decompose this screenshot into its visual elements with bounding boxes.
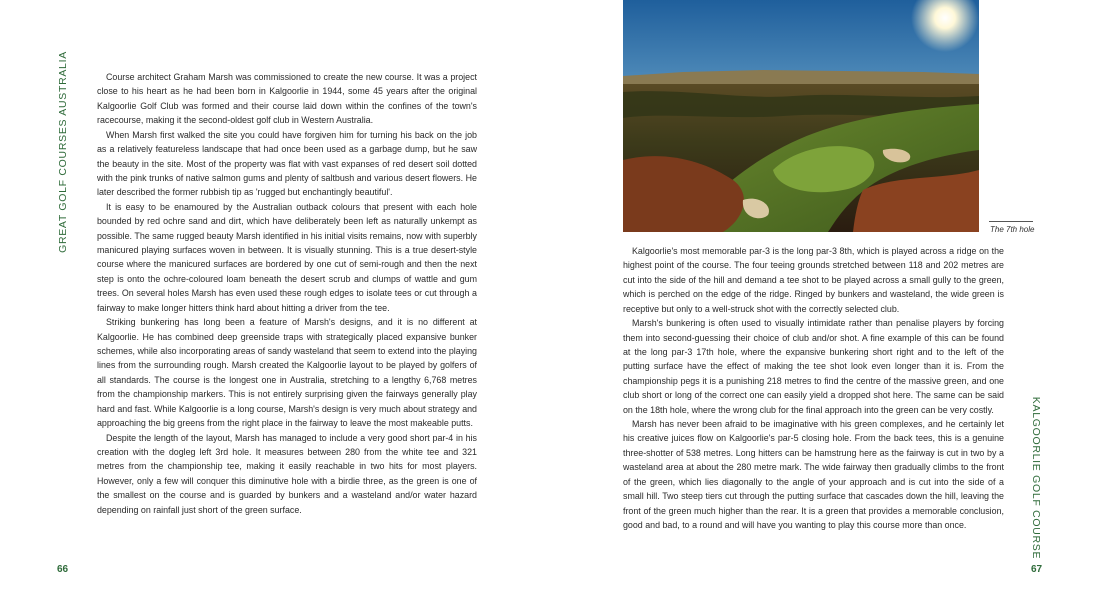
running-head-right-text: KALGOORLIE GOLF COURSE (1030, 396, 1042, 560)
running-head-right (1029, 396, 1043, 560)
body-paragraph: Despite the length of the layout, Marsh has managed to include a very good short par-4 in his creation with the dogleg left 3rd hole. It measures between 280 from the white tee and 321 metres from the championship tee, making it easily reachable in two hits for most players. However, only a few will conquer this diminutive hole with a birdie three, as the green is one of the smallest on the course and is guarded by bunkers and a wasteland and/or water hazard depending on rainfall just short of the green surface. (97, 432, 477, 515)
body-paragraph: Striking bunkering has long been a feature of Marsh's designs, and it is no different at Kalgoorlie. He has combined deep greenside traps with strategically placed expansive bunker schemes, while also incorporating areas of sandy wasteland that seem to extend into the playing lines from the surrounding rough. Marsh created the Kalgoorlie layout to be played by golfers of all standards. The course is the longest one in Australia, stretching to a lengthy 6,768 metres from the championship markers. This is not entirely surprising given the fairways generally play hard and fast. While Kalgoorlie is a long course, Marsh's design is very much about strategy and approaching the big greens from the right place in the fairway to leave the most makeable putts. (97, 317, 477, 429)
body-paragraph: Kalgoorlie's most memorable par-3 is the long par-3 8th, which is played across a ridge on the highest point of the course. The four teeing grounds stretched between 118 and 202 metres are cut into the side of the hill and demand a tee shot to be played across a small gully to the green, which is perched on the edge of the ridge. Ringed by bunkers and wasteland, the wide green is receptive but only to a well-struck shot with the correctly selected club. (623, 246, 1004, 314)
golf-hole-photo (623, 0, 979, 232)
body-paragraph: It is easy to be enamoured by the Australian outback colours that present with each hole bounded by red ochre sand and dirt, which have deliberately been left as naturally unkempt as possible. The same rugged beauty Marsh identified in his initial visits remains, now with superbly manicured playing surfaces woven in between. It is visually stunning. This is a true desert-style course where the manicured surfaces are bordered by one cut of semi-rough and then the next step is onto the ochre-coloured loam beneath the desert scrub and clumps of wattle and gum trees. On several holes Marsh has even used these rough edges to isolate tees or cut through a fairway to make longer hitters think hard about hitting a driver from the tee. (97, 201, 477, 313)
page-number-left: 66 (57, 564, 69, 575)
left-page-body (97, 70, 477, 517)
body-paragraph: Marsh's bunkering is often used to visually intimidate rather than penalise players by forcing them into second-guessing their choice of club and/or shot. A fine example of this can be found at the long par-3 17th hole, where the expansive bunkering short right and to the left of the putting surface have the effect of making the tee shot look even longer than it is. From the championship pegs it is a punishing 218 metres to find the centre of the massive green, and one club short or long of the correct one can easily yield a dropped shot here. The same can be said on the 18th hole, where the wrong club for the final approach into the green can be very costly. (623, 318, 1004, 415)
body-paragraph: Marsh has never been afraid to be imaginative with his green complexes, and he certainly let his creative juices flow on Kalgoorlie's par-5 closing hole. From the back tees, this is a genuine three-shotter of 538 metres. Long hitters can be hamstrung here as the fairway is cut in two by a wasteland area at about the 280 metre mark. The wide fairway then gradually climbs to the front of the green, which lies diagonally to the angle of your approach and is cut into the side of a small hill. Two steep tiers cut through the putting surface that cascades down the hill, leaving the front of the green much higher than the rear. It is a green that provides a memorable conclusion, good and bad, to a round and will have you wanting to play this course more than once. (623, 419, 1004, 531)
right-page-body (623, 244, 1004, 532)
caption-rule (989, 221, 1033, 222)
running-head-left (56, 51, 70, 253)
photo-caption: The 7th hole (990, 225, 1035, 234)
body-paragraph: Course architect Graham Marsh was commissioned to create the new course. It was a project close to his heart as he had been born in Kalgoorlie in 1944, some 45 years after the original Kalgoorlie Golf Club was formed and their course laid down within the confines of the town's racecourse, making it the second-oldest golf club in Western Australia. (97, 72, 477, 126)
running-head-left-text: GREAT GOLF COURSES AUSTRALIA (57, 51, 69, 253)
page-number-right: 67 (1031, 564, 1043, 575)
body-paragraph: When Marsh first walked the site you could have forgiven him for turning his back on the job as a relatively featureless landscape that had once been used as a garbage dump, but he saw the beauty in the site. Most of the property was flat with vast expanses of red desert soil dotted with the pink trunks of native salmon gums and plenty of saltbush and various desert flowers. He later described the former rubbish tip as 'rugged but enchantingly beautiful'. (97, 129, 477, 198)
